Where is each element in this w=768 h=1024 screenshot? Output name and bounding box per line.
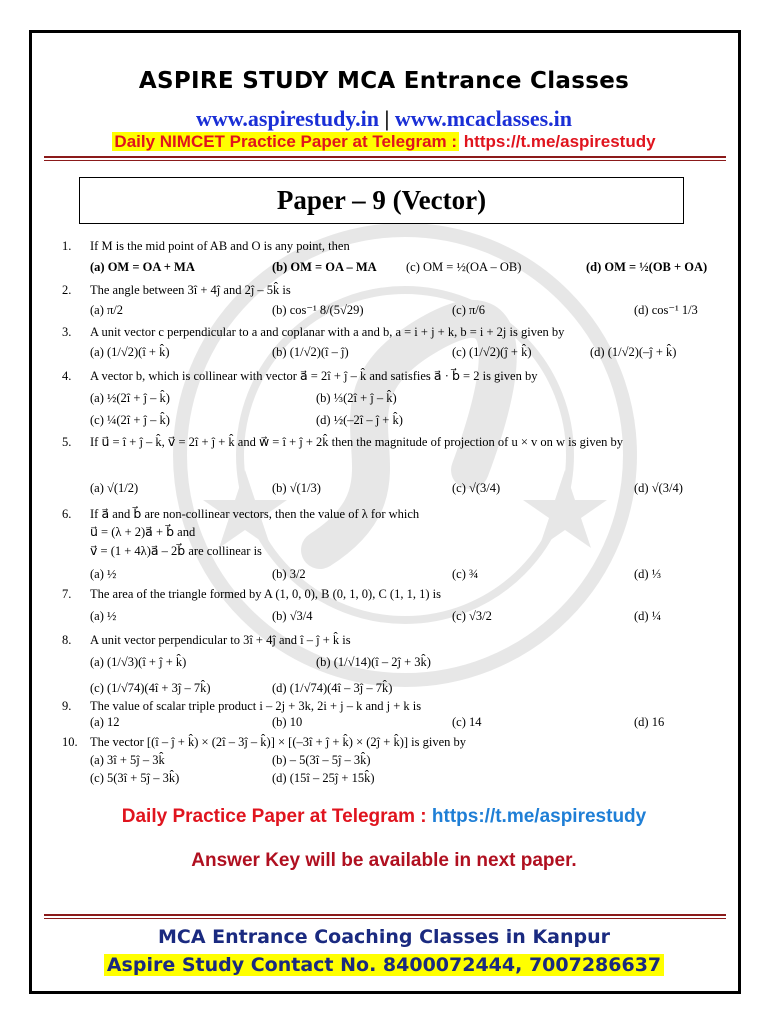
answer-key-note: Answer Key will be available in next paper. (191, 850, 577, 871)
option-d: (d) ⅓ (634, 567, 662, 581)
institute-title: ASPIRE STUDY MCA Entrance Classes (138, 68, 630, 94)
option-a: (a) (1/√3)(î + ĵ + k̂) (90, 655, 187, 669)
option-b: (b) – 5(3î – 5ĵ – 3k̂) (272, 753, 371, 767)
option-c: (c) 5(3î + 5ĵ – 3k̂) (90, 771, 180, 785)
telegram-link[interactable]: https://t.me/aspirestudy (463, 132, 656, 151)
option-d: (d) (1/√2)(–ĵ + k̂) (590, 345, 677, 359)
option-a: (a) ½ (90, 567, 117, 581)
option-b: (b) √(1/3) (272, 481, 321, 495)
option-b: (b) OM = OA – MA (272, 260, 377, 274)
option-a: (a) OM = OA + MA (90, 260, 195, 274)
option-b: (b) (1/√2)(î – ĵ) (272, 345, 349, 359)
contact-numbers: Aspire Study Contact No. 8400072444, 7007286637 (104, 954, 664, 976)
telegram-promo-text: Daily Practice Paper at Telegram : (121, 806, 427, 827)
question-number: 3. (62, 325, 72, 339)
question-stem: If u⃗ = î + ĵ – k̂, v⃗ = 2î + ĵ + k̂ and w⃗ = î + ĵ + 2k̂ then the magnitude of projection of u × v on w is given by (90, 435, 624, 449)
telegram-banner (0, 132, 768, 152)
question-number: 6. (62, 507, 72, 521)
question-stem: If M is the mid point of AB and O is any point, then (90, 239, 350, 253)
option-d: (d) 16 (634, 715, 665, 729)
option-d: (d) OM = ½(OB + OA) (586, 260, 708, 274)
option-c: (c) ¼(2î + ĵ – k̂) (90, 413, 170, 427)
option-c: (c) √(3/4) (452, 481, 501, 495)
question-number: 9. (62, 699, 72, 713)
question-stem: The vector [(î – ĵ + k̂) × (2î – 3ĵ – k̂)] × [(–3î + ĵ + k̂) × (2ĵ + k̂)] is given by (90, 735, 467, 749)
telegram-promo-link[interactable]: https://t.me/aspirestudy (431, 806, 647, 827)
question-number: 10. (62, 735, 78, 749)
paper-title: Paper – 9 (Vector) (79, 177, 684, 224)
question-stem: The value of scalar triple product i – 2j + 3k, 2i + j – k and j + k is (90, 699, 422, 713)
question-stem: A unit vector perpendicular to 3î + 4ĵ and î – ĵ + k̂ is (90, 633, 351, 647)
option-c: (c) (1/√74)(4î + 3ĵ – 7k̂) (90, 681, 211, 695)
option-b: (b) 3/2 (272, 567, 306, 581)
question-stem: The angle between 3î + 4ĵ and 2ĵ – 5k̂ is (90, 283, 291, 297)
footer-divider (44, 914, 726, 916)
footer-divider-thin (44, 918, 726, 919)
option-b: (b) ⅓(2î + ĵ – k̂) (316, 391, 397, 405)
header-divider-thin (44, 160, 726, 161)
question-stem: The area of the triangle formed by A (1, 0, 0), B (0, 1, 0), C (1, 1, 1) is (90, 587, 441, 601)
question-stem: A unit vector c perpendicular to a and coplanar with a and b, a = i + j + k, b = i + 2j is given by (90, 325, 565, 339)
option-b: (b) cos⁻¹ 8/(5√29) (272, 303, 364, 317)
question-number: 7. (62, 587, 72, 601)
option-d: (d) ½(–2î – ĵ + k̂) (316, 413, 403, 427)
option-c: (c) √3/2 (452, 609, 492, 623)
option-c: (c) (1/√2)(ĵ + k̂) (452, 345, 532, 359)
footer-contact-line (0, 954, 768, 976)
question-stem: A vector b, which is collinear with vector a⃗ = 2î + ĵ – k̂ and satisfies a⃗ · b⃗ = 2 is given by (90, 369, 538, 383)
header-divider (44, 156, 726, 158)
option-c: (c) π/6 (452, 303, 486, 317)
option-a: (a) ½(2î + ĵ – k̂) (90, 391, 170, 405)
option-d: (d) ¼ (634, 609, 662, 623)
question-number: 5. (62, 435, 72, 449)
question-5 (62, 434, 728, 466)
question-stem: If a⃗ and b⃗ are non-collinear vectors, then the value of λ for which (90, 507, 420, 521)
option-a: (a) 12 (90, 715, 120, 729)
question-number: 8. (62, 633, 72, 647)
option-c: (c) 14 (452, 715, 482, 729)
question-6-line-u: u⃗ = (λ + 2)a⃗ + b⃗ and (90, 525, 196, 539)
option-d: (d) cos⁻¹ 1/3 (634, 303, 698, 317)
option-a: (a) 3î + 5ĵ – 3k̂ (90, 753, 165, 767)
option-a: (a) ½ (90, 609, 117, 623)
question-number: 4. (62, 369, 72, 383)
website-link-1[interactable]: www.aspirestudy.in (195, 106, 379, 131)
telegram-promo (0, 806, 768, 828)
question-number: 1. (62, 239, 72, 253)
option-d: (d) (1/√74)(4î – 3ĵ – 7k̂) (272, 681, 393, 695)
website-links (0, 106, 768, 132)
website-link-2[interactable]: www.mcaclasses.in (394, 106, 573, 131)
option-a: (a) π/2 (90, 303, 124, 317)
option-d: (d) (15î – 25ĵ + 15k̂) (272, 771, 375, 785)
telegram-banner-text: Daily NIMCET Practice Paper at Telegram : (114, 132, 458, 151)
option-c: (c) ¾ (452, 567, 479, 581)
option-d: (d) √(3/4) (634, 481, 683, 495)
footer-coaching-line: MCA Entrance Coaching Classes in Kanpur (157, 926, 611, 948)
option-b: (b) 10 (272, 715, 303, 729)
separator: | (384, 106, 390, 131)
question-6-line-v: v⃗ = (1 + 4λ)a⃗ – 2b⃗ are collinear is (90, 544, 262, 558)
option-b: (b) √3/4 (272, 609, 313, 623)
option-a: (a) (1/√2)(î + k̂) (90, 345, 170, 359)
option-a: (a) √(1/2) (90, 481, 139, 495)
question-number: 2. (62, 283, 72, 297)
option-b: (b) (1/√14)(î – 2ĵ + 3k̂) (316, 655, 431, 669)
option-c: (c) OM = ½(OA – OB) (406, 260, 522, 274)
